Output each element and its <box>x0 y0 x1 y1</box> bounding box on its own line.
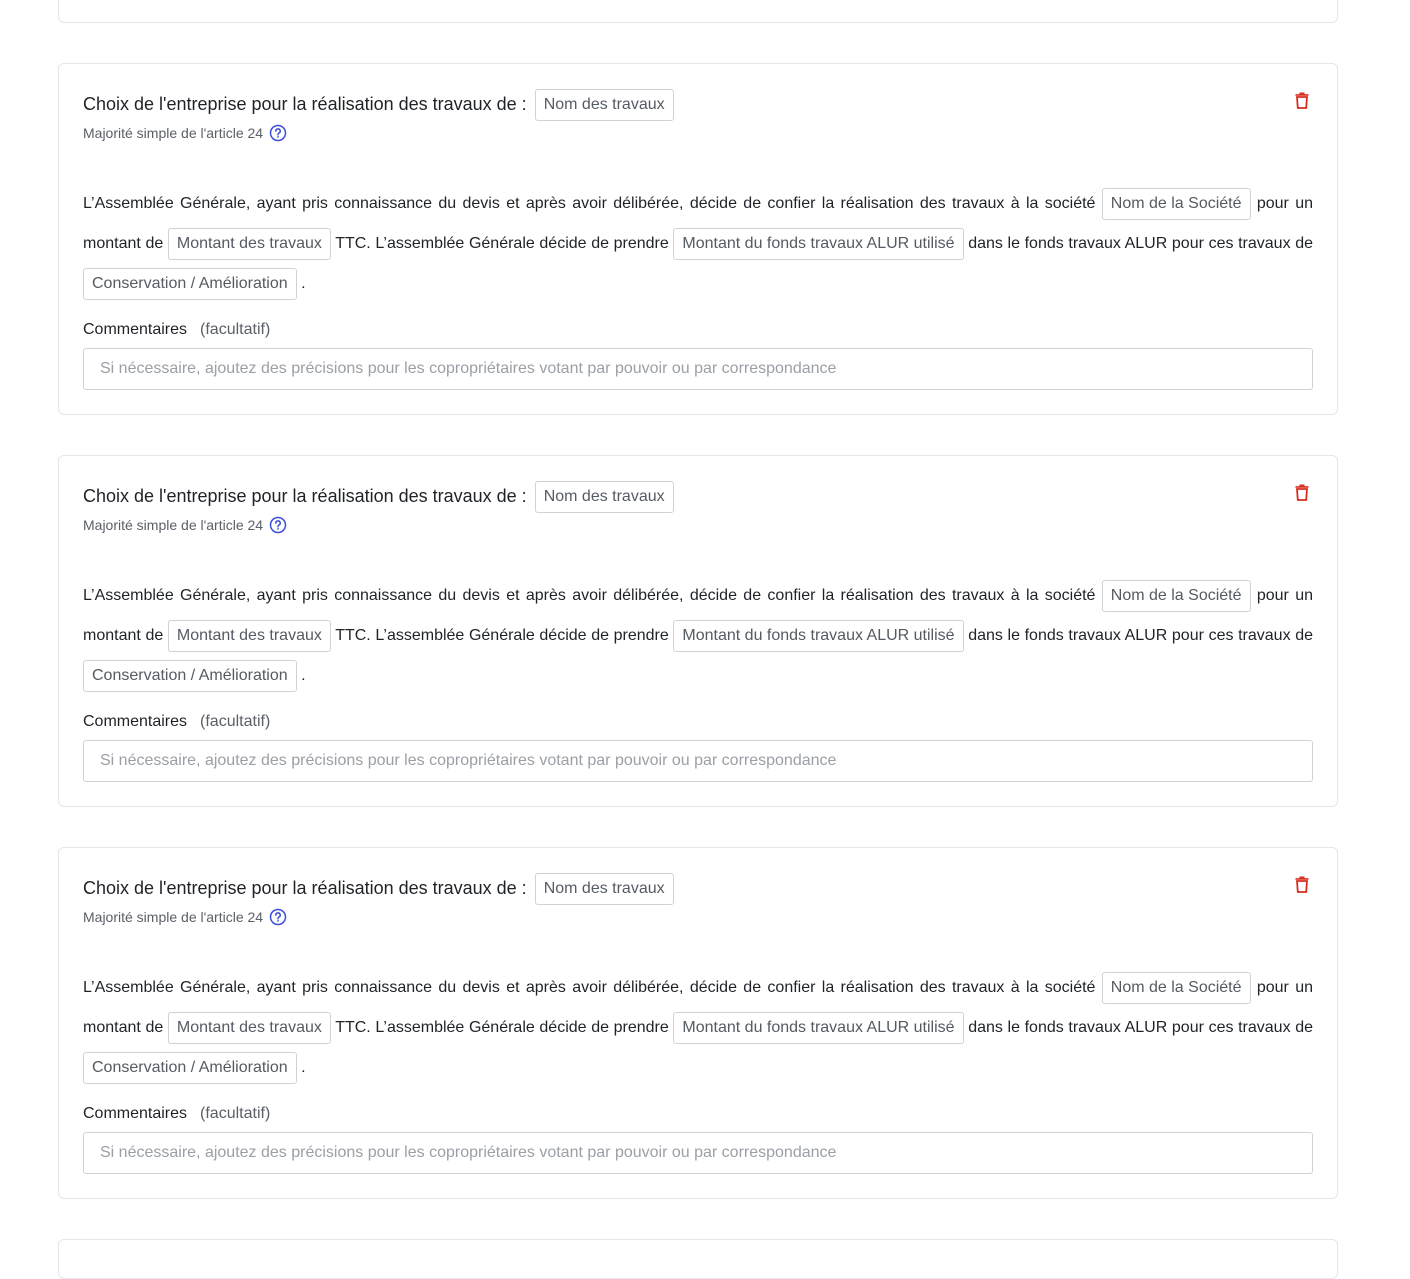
trash-icon[interactable] <box>1294 875 1310 893</box>
resolution-title: Choix de l'entreprise pour la réalisation des travaux de : <box>83 486 527 506</box>
works-amount-field[interactable]: Montant des travaux <box>168 620 331 652</box>
comments-optional-text: (facultatif) <box>200 321 271 338</box>
comments-label <box>83 321 270 339</box>
question-circle-icon[interactable] <box>269 908 287 926</box>
company-name-field[interactable]: Nom de la Société <box>1102 972 1251 1004</box>
resolution-title-row <box>83 480 674 513</box>
resolution-text-part: TTC. L’assemblée Générale décide de prendre <box>335 235 669 252</box>
resolution-card <box>58 847 1338 1199</box>
comments-label-text: Commentaires <box>83 713 188 730</box>
works-name-field[interactable]: Nom des travaux <box>535 481 674 513</box>
resolution-card-previous <box>58 0 1338 23</box>
comments-label-text: Commentaires <box>83 1105 188 1122</box>
comments-input[interactable] <box>83 740 1313 782</box>
resolution-title: Choix de l'entreprise pour la réalisation des travaux de : <box>83 94 527 114</box>
question-circle-icon[interactable] <box>269 124 287 142</box>
resolution-text-part: pour un montant de <box>83 587 1313 644</box>
resolution-text-part: L’Assemblée Générale, ayant pris connaissance du devis et après avoir délibérée, décide de confier la réalisation des travaux à la société <box>83 587 1096 604</box>
resolution-text-part: L’Assemblée Générale, ayant pris connaissance du devis et après avoir délibérée, décide de confier la réalisation des travaux à la société <box>83 195 1096 212</box>
resolution-text-part: TTC. L’assemblée Générale décide de prendre <box>335 1019 669 1036</box>
company-name-field[interactable]: Nom de la Société <box>1102 580 1251 612</box>
alur-amount-field[interactable]: Montant du fonds travaux ALUR utilisé <box>673 620 963 652</box>
work-type-field[interactable]: Conservation / Amélioration <box>83 660 297 692</box>
comments-input[interactable] <box>83 348 1313 390</box>
resolution-text-part: TTC. L’assemblée Générale décide de prendre <box>335 627 669 644</box>
resolution-text <box>83 576 1313 696</box>
resolution-card <box>58 63 1338 415</box>
question-circle-icon[interactable] <box>269 516 287 534</box>
resolution-text-part: . <box>301 667 306 684</box>
resolution-text-part: dans le fonds travaux ALUR pour ces travaux de <box>968 627 1313 644</box>
resolution-title: Choix de l'entreprise pour la réalisation des travaux de : <box>83 878 527 898</box>
comments-input[interactable] <box>83 1132 1313 1174</box>
comments-label-text: Commentaires <box>83 321 188 338</box>
works-amount-field[interactable]: Montant des travaux <box>168 1012 331 1044</box>
majority-info <box>83 907 287 927</box>
resolution-card-next <box>58 1239 1338 1279</box>
resolution-text <box>83 968 1313 1088</box>
resolution-text-part: pour un montant de <box>83 195 1313 252</box>
works-amount-field[interactable]: Montant des travaux <box>168 228 331 260</box>
works-name-field[interactable]: Nom des travaux <box>535 89 674 121</box>
trash-icon[interactable] <box>1294 91 1310 109</box>
resolution-text-part: dans le fonds travaux ALUR pour ces travaux de <box>968 1019 1313 1036</box>
company-name-field[interactable]: Nom de la Société <box>1102 188 1251 220</box>
resolution-text-part: . <box>301 275 306 292</box>
majority-info <box>83 515 287 535</box>
work-type-field[interactable]: Conservation / Amélioration <box>83 268 297 300</box>
alur-amount-field[interactable]: Montant du fonds travaux ALUR utilisé <box>673 1012 963 1044</box>
majority-label: Majorité simple de l'article 24 <box>83 517 264 533</box>
comments-optional-text: (facultatif) <box>200 713 271 730</box>
resolution-text <box>83 184 1313 304</box>
resolution-title-row <box>83 872 674 905</box>
resolution-text-part: . <box>301 1059 306 1076</box>
trash-icon[interactable] <box>1294 483 1310 501</box>
resolution-title-row <box>83 88 674 121</box>
comments-label <box>83 713 270 731</box>
majority-label: Majorité simple de l'article 24 <box>83 909 264 925</box>
majority-info <box>83 123 287 143</box>
resolution-text-part: L’Assemblée Générale, ayant pris connaissance du devis et après avoir délibérée, décide de confier la réalisation des travaux à la société <box>83 979 1096 996</box>
works-name-field[interactable]: Nom des travaux <box>535 873 674 905</box>
resolution-text-part: pour un montant de <box>83 979 1313 1036</box>
comments-optional-text: (facultatif) <box>200 1105 271 1122</box>
alur-amount-field[interactable]: Montant du fonds travaux ALUR utilisé <box>673 228 963 260</box>
majority-label: Majorité simple de l'article 24 <box>83 125 264 141</box>
work-type-field[interactable]: Conservation / Amélioration <box>83 1052 297 1084</box>
comments-label <box>83 1105 270 1123</box>
resolution-card <box>58 455 1338 807</box>
resolution-text-part: dans le fonds travaux ALUR pour ces travaux de <box>968 235 1313 252</box>
